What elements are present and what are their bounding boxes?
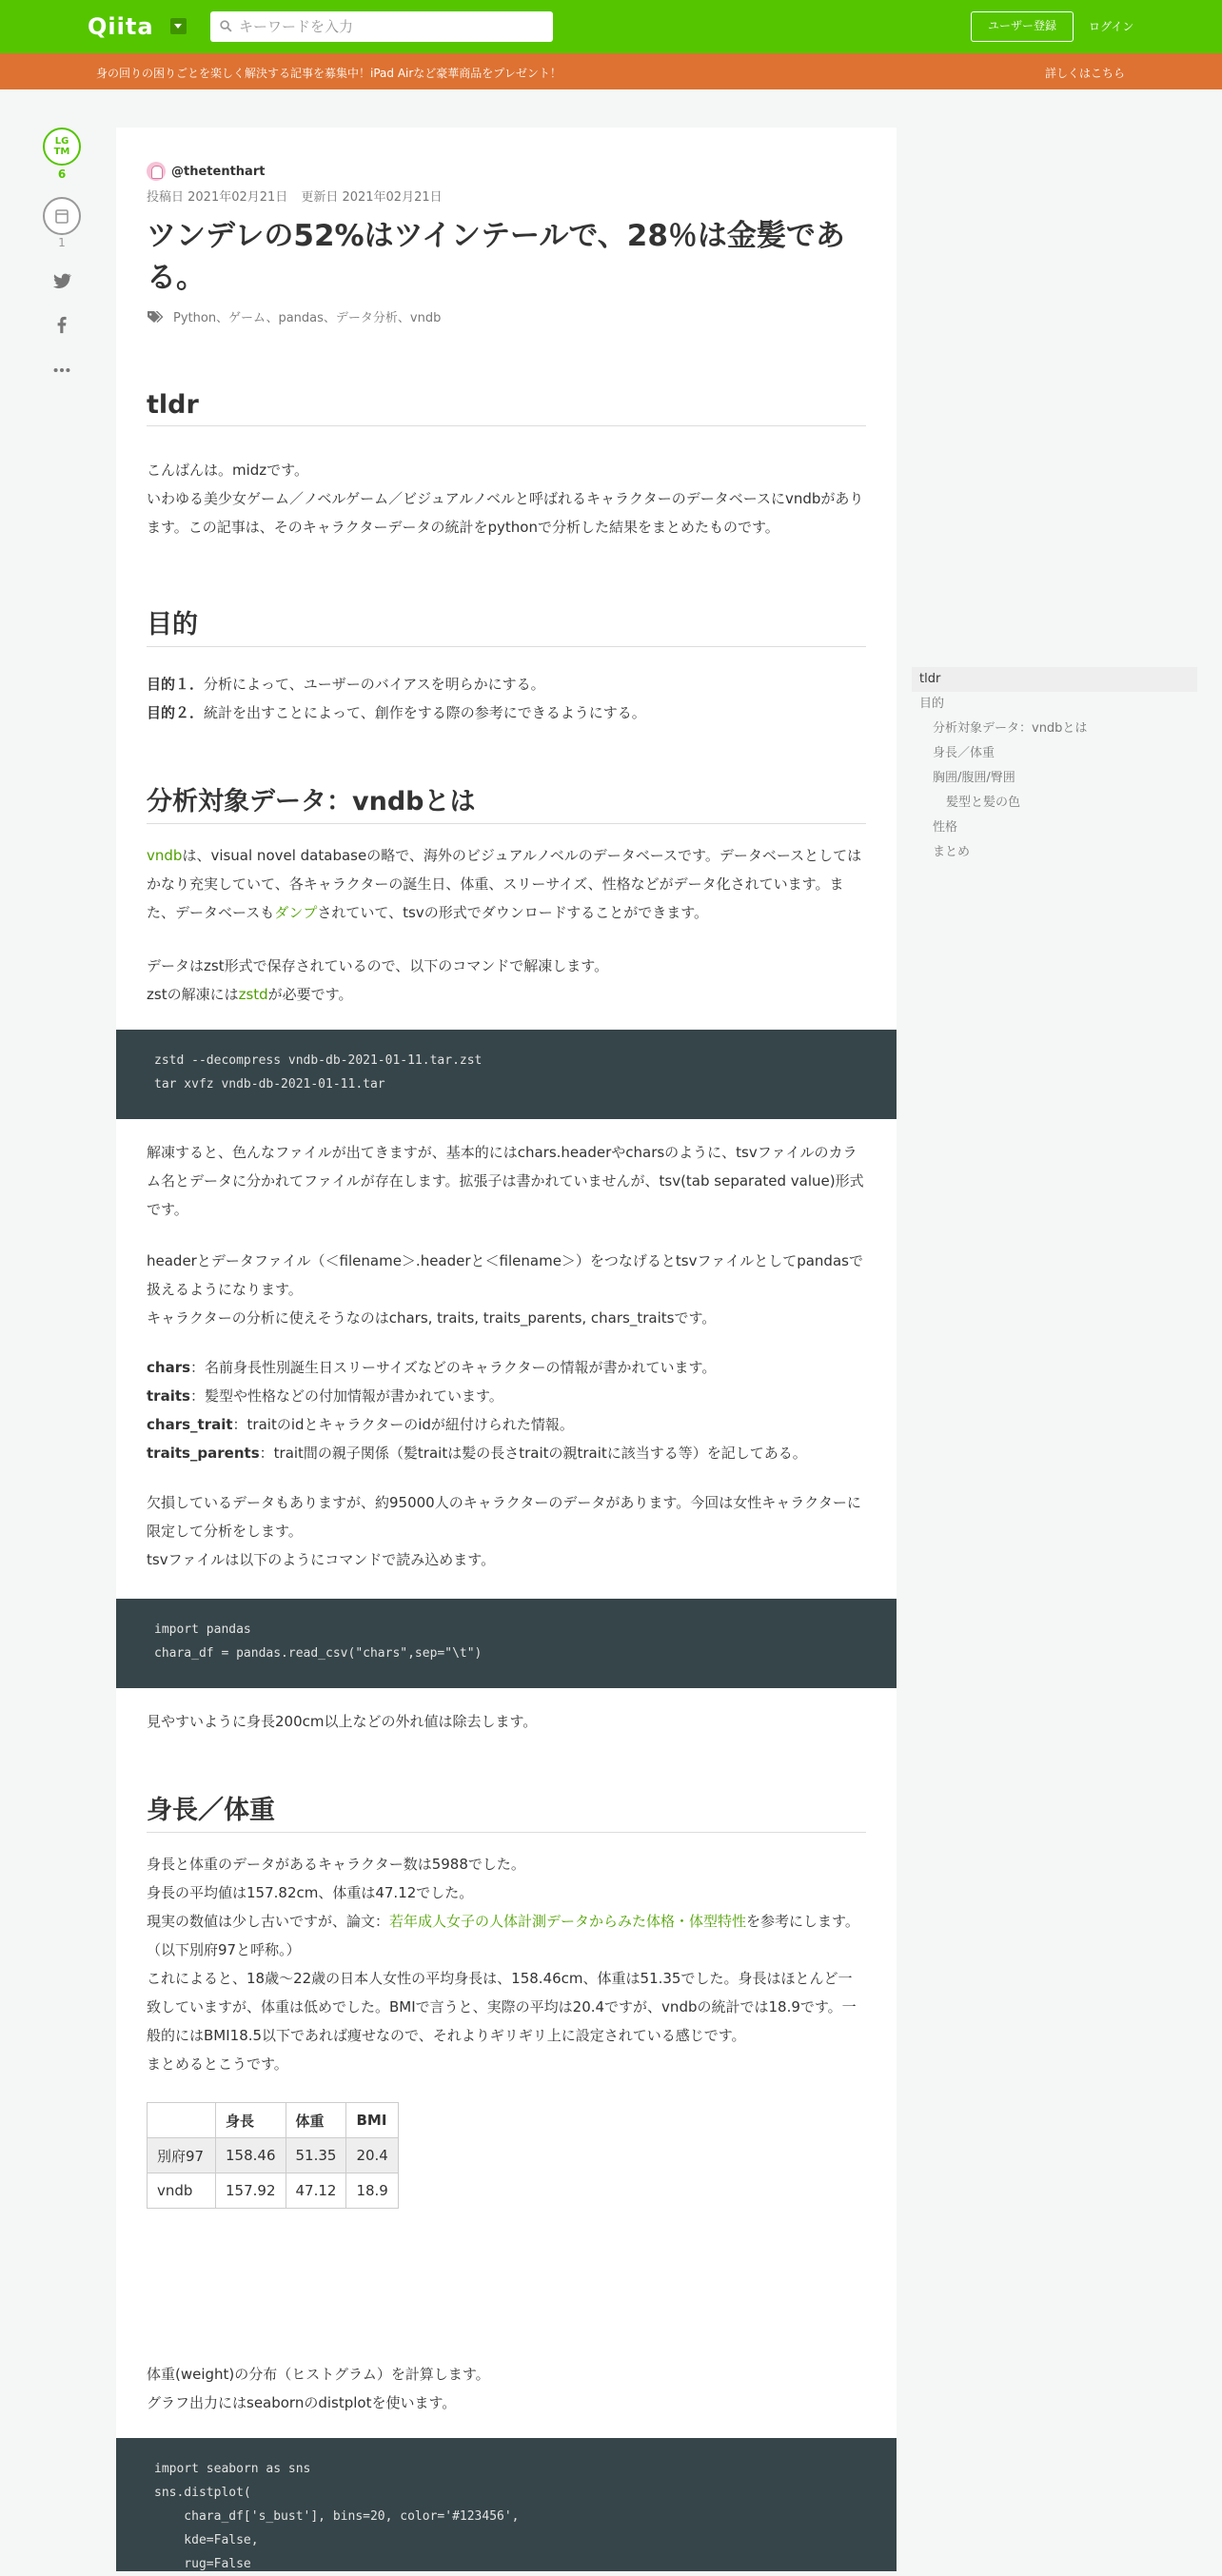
posted-date: 投稿日 2021年02月21日: [147, 190, 288, 205]
tldr-summary: いわゆる美少女ゲーム／ノベルゲーム／ビジュアルノベルと呼ばれるキャラクターのデータベースにvndbがあります。この記事は、そのキャラクターデータの統計をpythonで分析した結果をまとめたものです。: [147, 490, 864, 536]
toc-item[interactable]: まとめ: [933, 845, 971, 859]
table-cell: 157.92: [216, 2173, 286, 2209]
lgtm-count: 6: [57, 167, 67, 181]
toc-item[interactable]: 胸囲/腹囲/臀囲: [933, 771, 1015, 785]
goal2-text: 統計を出すことによって、創作をする際の参考にできるようにする。: [204, 704, 646, 721]
section-heading-data: 分析対象データ：vndbとは: [147, 780, 866, 824]
paragraph: [147, 2360, 866, 2417]
code-block[interactable]: import seaborn as sns sns.distplot( chara_df['s_bust'], bins=20, color='#123456', kde=False, rug=False: [116, 2438, 897, 2571]
qiita-logo[interactable]: Qiita: [88, 13, 154, 40]
text: ：名前身長性別誕生日スリーサイズなどのキャラクターの情報が書かれています。: [190, 1359, 717, 1376]
author-name[interactable]: @thetenthart: [171, 164, 266, 179]
paragraph: 見やすいように身長200cm以上などの外れ値は除去します。: [147, 1713, 538, 1730]
lgtm-button[interactable]: [43, 128, 81, 166]
toc-item[interactable]: 髪型と髪の色: [946, 796, 1021, 810]
avatar[interactable]: [147, 162, 166, 181]
table-header-row: [148, 2103, 399, 2138]
stock-icon: [55, 208, 69, 224]
text: ：traitのidとキャラクターのidが紐付けられた情報。: [232, 1416, 574, 1433]
text: 身長と体重のデータがあるキャラクター数は5988でした。: [147, 1856, 525, 1873]
table-header-cell: BMI: [346, 2103, 398, 2138]
search-box[interactable]: [210, 11, 553, 42]
text: これによると、18歳〜22歳の日本人女性の平均身長は、158.46cm、体重は51.35でした。身長はほとんど一致していますが、体重は低めでした。BMIで言うと、実際の平均は20.4ですが、vndbの統計では18.9です。一般的にはBMI18.5以下であれば痩せなので、それよりギリギリ上に設定されている感じです。: [147, 1970, 857, 2044]
definition-list: [147, 1353, 866, 1467]
text: 欠損しているデータもありますが、約95000人のキャラクターのデータがあります。今回は女性キャラクターに限定して分析をします。: [147, 1494, 861, 1540]
lgtm-label: LG TM: [53, 136, 70, 157]
def-term: traits_parents: [147, 1445, 260, 1462]
paragraph: [147, 841, 866, 927]
paper-link[interactable]: 若年成人女子の人体計測データからみた体格・体型特性: [389, 1913, 747, 1930]
updated-date: 更新日 2021年02月21日: [301, 190, 443, 205]
login-link[interactable]: ログイン: [1089, 20, 1134, 33]
text: 現実の数値は少し古いですが、論文：: [147, 1913, 390, 1930]
text: は、visual novel databaseの略で、海外のビジュアルノベルのデータベースです。データベースとしてはかなり充実していて、各キャラクターの誕生日、体重、スリーサイズ、性格などがデータ化されています。また、データベースも: [147, 847, 862, 921]
table-row: [148, 2173, 399, 2209]
text: headerとデータファイル（＜filename＞.headerと＜filename＞）をつなげるとtsvファイルとしてpandasで扱えるようになります。: [147, 1252, 863, 1298]
search-input[interactable]: [239, 15, 543, 38]
text: ：trait間の親子関係（髪traitは髪の長さtraitの親traitに該当する等）を記してある。: [259, 1445, 807, 1462]
article-dates: [147, 187, 443, 205]
table-of-contents: [912, 667, 1197, 865]
stock-button[interactable]: [43, 197, 81, 235]
section-heading-tldr: tldr: [147, 390, 866, 426]
paragraph: 解凍すると、色んなファイルが出てきますが、基本的にはchars.headerやcharsのように、tsvファイルのカラム名とデータに分かれてファイルが存在します。拡張子は書かれていませんが、tsv(tab separated value)形式です。: [147, 1144, 864, 1218]
facebook-icon[interactable]: [51, 314, 72, 335]
table-cell: 別府97: [148, 2138, 216, 2173]
text: グラフ出力にはseabornのdistplotを使います。: [147, 2394, 457, 2411]
table-header-cell: 身長: [216, 2103, 286, 2138]
campaign-banner: [0, 53, 1222, 89]
paragraph: [147, 1850, 866, 2078]
article-card: [116, 128, 897, 2571]
comparison-table: [147, 2102, 399, 2209]
tags-text[interactable]: Python、ゲーム、pandas、データ分析、vndb: [173, 311, 442, 325]
text: ：髪型や性格などの付加情報が書かれています。: [189, 1387, 503, 1405]
goal1-label: 目的１．: [147, 676, 205, 693]
section-heading-purpose: 目的: [147, 603, 866, 647]
search-icon: [220, 20, 232, 32]
more-icon[interactable]: [51, 360, 72, 381]
text: 身長の平均値は157.82cm、体重は47.12でした。: [147, 1884, 474, 1901]
text: tsvファイルは以下のようにコマンドで読み込めます。: [147, 1551, 496, 1568]
vndb-link[interactable]: vndb: [147, 847, 183, 864]
signup-button[interactable]: ユーザー登録: [971, 11, 1074, 42]
stock-count: 1: [58, 236, 66, 249]
paragraph: [147, 670, 866, 727]
code-block[interactable]: import pandas chara_df = pandas.read_csv("chars",sep="\t"): [116, 1599, 897, 1688]
paragraph: [147, 952, 866, 1009]
text: を参考にします。（以下別府97と呼称。）: [147, 1913, 859, 1958]
def-term: traits: [147, 1387, 190, 1405]
table-cell: 47.12: [286, 2173, 346, 2209]
paragraph: [147, 1247, 866, 1332]
table-row: [148, 2138, 399, 2173]
toc-item[interactable]: 分析対象データ：vndbとは: [933, 721, 1088, 736]
author[interactable]: [147, 162, 265, 181]
text: zstの解凍には: [147, 986, 239, 1003]
article-title: ツンデレの52%はツインテールで、28％は金髪である。: [147, 219, 845, 295]
code-block[interactable]: zstd --decompress vndb-db-2021-01-11.tar.zst tar xvfz vndb-db-2021-01-11.tar: [116, 1030, 897, 1119]
table-header-cell: 体重: [286, 2103, 346, 2138]
toc-item[interactable]: 性格: [933, 820, 958, 835]
toc-item[interactable]: 身長／体重: [933, 746, 995, 760]
text: キャラクターの分析に使えそうなのはchars, traits, traits_parents, chars_traitsです。: [147, 1309, 717, 1327]
section-heading-height-weight: 身長／体重: [147, 1789, 866, 1833]
tag-list: [147, 307, 441, 325]
dump-link[interactable]: ダンプ: [274, 904, 318, 921]
toc-item[interactable]: tldr: [912, 667, 1197, 692]
global-header: [0, 0, 1222, 53]
table-cell: vndb: [148, 2173, 216, 2209]
table-cell: 51.35: [286, 2138, 346, 2173]
zstd-link[interactable]: zstd: [238, 986, 268, 1003]
paragraph: [147, 1488, 866, 1574]
table-cell: 20.4: [346, 2138, 398, 2173]
table-header-cell: [148, 2103, 216, 2138]
def-term: chars_trait: [147, 1416, 233, 1433]
table-cell: 158.46: [216, 2138, 286, 2173]
table-cell: 18.9: [346, 2173, 398, 2209]
banner-text: 身の回りの困りごとを楽しく解決する記事を募集中！iPad Airなど豪華商品をプレゼント！: [96, 67, 562, 80]
text: まとめるとこうです。: [147, 2055, 288, 2073]
toc-item[interactable]: 目的: [919, 697, 945, 711]
goal1-text: 分析によって、ユーザーのバイアスを明らかにする。: [204, 676, 545, 693]
goal2-label: 目的２．: [147, 704, 205, 721]
def-term: chars: [147, 1359, 191, 1376]
banner-details-link[interactable]: 詳しくはこちら: [1044, 67, 1125, 80]
tldr-greeting: こんばんは。midzです。: [147, 462, 308, 479]
text: されていて、tsvの形式でダウンロードすることができます。: [317, 904, 709, 921]
text: が必要です。: [267, 986, 353, 1003]
text: データはzst形式で保存されているので、以下のコマンドで解凍します。: [147, 957, 609, 974]
text: 体重(weight)の分布（ヒストグラム）を計算します。: [147, 2366, 490, 2383]
twitter-icon[interactable]: [51, 270, 72, 291]
chevron-down-icon[interactable]: [170, 18, 187, 34]
tag-icon: [147, 310, 166, 324]
paragraph: [147, 456, 866, 541]
